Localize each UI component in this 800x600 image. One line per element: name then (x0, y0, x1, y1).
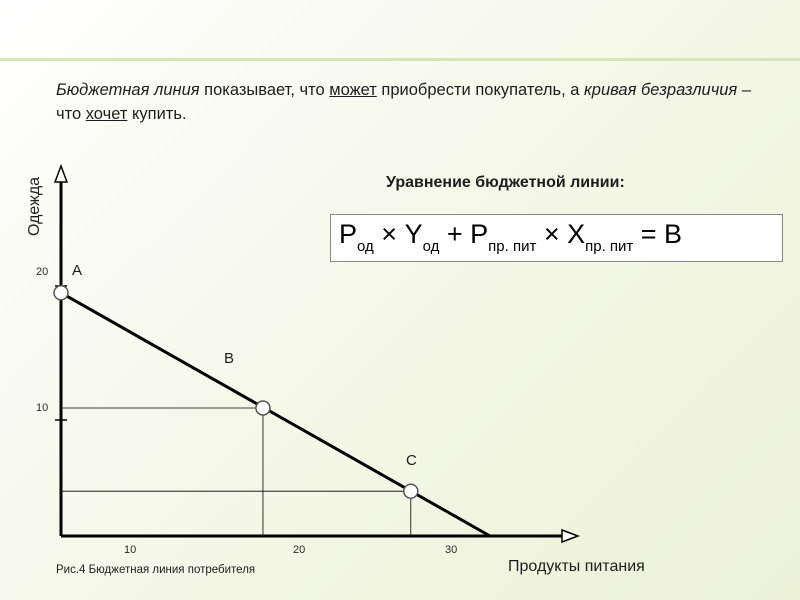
point-c (404, 484, 418, 498)
equation-title: Уравнение бюджетной линии: (386, 174, 625, 191)
eq-equals-b: = B (633, 219, 683, 249)
x-tick-label: 20 (293, 544, 306, 556)
eq-op: × (536, 219, 568, 249)
intro-fragment: показывает, что (199, 81, 330, 99)
eq-sub: од (357, 238, 374, 255)
intro-emph-can: может (329, 81, 377, 99)
x-axis-label: Продукты питания (508, 558, 645, 575)
x-axis-arrow (562, 530, 578, 542)
intro-emph-wants: хочет (85, 105, 128, 123)
eq-sub: од (422, 238, 440, 255)
point-b (256, 401, 270, 415)
eq-p-clothes: P (339, 219, 358, 249)
eq-sub: пр. пит (585, 238, 634, 255)
point-label-b: B (224, 350, 235, 367)
eq-x: X (567, 219, 586, 249)
point-label-c: C (406, 452, 417, 469)
y-tick-label: 10 (36, 402, 49, 414)
eq-op: × (373, 219, 405, 249)
intro-term-indifference-curve: кривая безразличия (584, 81, 738, 99)
y-axis-label: Одежда (26, 176, 43, 236)
intro-fragment: – что (56, 81, 752, 123)
x-tick-label: 10 (124, 544, 137, 556)
budget-line (61, 293, 490, 536)
y-tick-label: 20 (36, 266, 49, 278)
intro-fragment: купить. (127, 105, 187, 123)
intro-term-budget-line: Бюджетная линия (56, 81, 200, 99)
x-tick-label: 30 (445, 544, 458, 556)
eq-y: Y (404, 219, 423, 249)
intro-fragment: приобрести покупатель, а (376, 81, 585, 99)
eq-p-food: P (470, 219, 489, 249)
point-label-a: A (72, 262, 83, 279)
point-a (54, 286, 68, 300)
figure-caption: Рис.4 Бюджетная линия потребителя (56, 564, 256, 576)
eq-sub: пр. пит (488, 238, 537, 255)
eq-op: + (439, 219, 471, 249)
y-axis-arrow (55, 166, 67, 182)
